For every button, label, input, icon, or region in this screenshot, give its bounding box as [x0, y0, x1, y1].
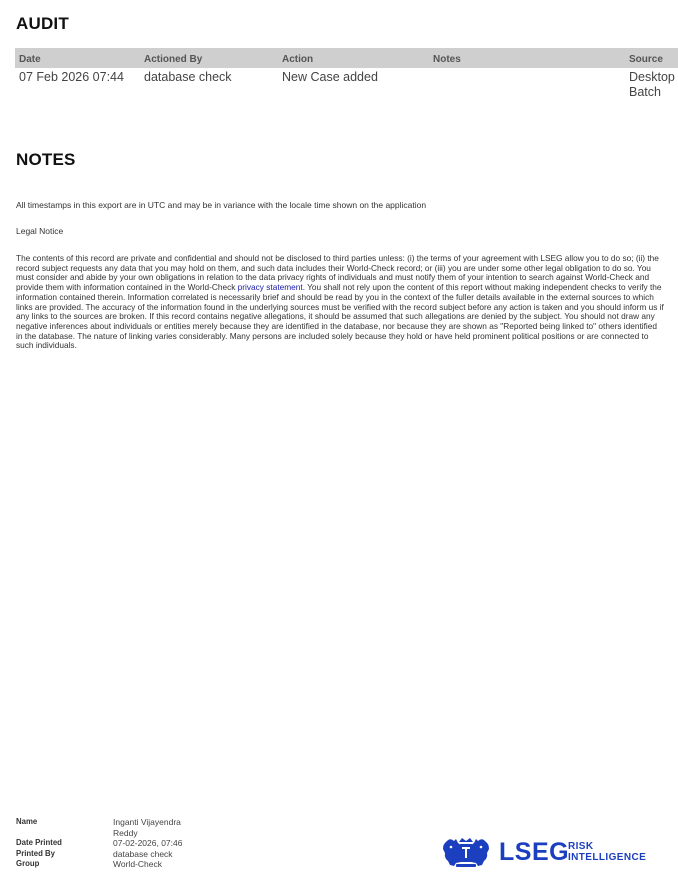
footer-row-date	[16, 838, 256, 849]
logo-tagline	[568, 841, 646, 863]
timestamp-note: All timestamps in this export are in UTC and may be in variance with the locale time shown on the application	[16, 200, 427, 210]
lseg-logo	[442, 836, 652, 868]
audit-table	[15, 48, 678, 102]
legal-text-part2: . You shall not rely upon the content of this report without making independent checks to verify the information contained therein. Information correlated is necessarily brief and should be read by you in the context of the fuller details available in the external sources to which links are provided. The accuracy of the information found in the underlying sources must be verified with the record subject before any action is taken and you should inform us if any links to the sources are broken. If this record contains negative allegations, it should be assumed that such allegations are denied by the subject. You should not draw any negative inferences about individuals or entities merely because they are identified in the database, nor because they are shown as "Reported being linked to" others identified in the database. The nature of linking varies considerably. Many persons are included solely because they hold or have held prominent political positions or are connected to such individuals.	[16, 282, 664, 351]
notes-heading: NOTES	[16, 150, 76, 169]
footer-name-value: Inganti Vijayendra Reddy	[113, 817, 181, 838]
footer-row-printed-by	[16, 849, 256, 860]
column-header-action: Action	[282, 53, 314, 65]
privacy-statement-link[interactable]: privacy statement	[237, 282, 303, 293]
column-header-actioned-by: Actioned By	[144, 53, 203, 65]
footer-printed-by-value: database check	[113, 848, 173, 859]
cell-action: New Case added	[282, 70, 378, 84]
cell-date: 07 Feb 2026 07:44	[19, 70, 124, 84]
footer-group-value: World-Check	[113, 859, 162, 869]
footer-group-label: Group	[16, 859, 40, 868]
cell-source	[625, 68, 678, 102]
legal-text-part1: The contents of this record are private and confidential and should not be disclosed to third parties unless: (i) the terms of your agreement with LSEG allow you to do so; (ii) the record subject requests any data that you may hold on them, and such data includes their World-Check record; or (iii) you are under some other legal obligation to do so. You must consider and abide by your own obligations in relation to the data privacy rights of individuals and must notify them of your intention to search against World-Check and provide them with information contained in the World-Check	[16, 253, 659, 293]
table-row	[15, 68, 678, 102]
logo-tagline-line1: RISK	[568, 841, 594, 852]
footer-date-label: Date Printed	[16, 838, 62, 847]
footer-row-name	[16, 817, 256, 838]
footer-printed-by-label: Printed By	[16, 848, 55, 858]
legal-notice-heading: Legal Notice	[16, 226, 64, 236]
cell-notes	[429, 68, 625, 102]
column-header-date: Date	[19, 53, 41, 65]
footer-date-value: 07-02-2026, 07:46	[113, 838, 183, 848]
footer-row-group	[16, 859, 256, 870]
column-header-source: Source	[629, 53, 663, 65]
column-header-notes: Notes	[433, 53, 461, 65]
footer-name-label: Name	[16, 817, 38, 826]
lion-crest-icon	[442, 836, 490, 868]
print-details	[16, 817, 256, 870]
cell-actioned-by: database check	[144, 70, 232, 84]
cell-source-line1: Desktop	[629, 70, 675, 84]
audit-heading: AUDIT	[16, 14, 69, 33]
audit-table-header-row	[15, 48, 678, 68]
cell-source-line2: Batch	[629, 85, 661, 99]
logo-wordmark: LSEG	[499, 838, 570, 866]
legal-notice-body	[16, 254, 664, 351]
logo-tagline-line2: INTELLIGENCE	[568, 852, 647, 863]
